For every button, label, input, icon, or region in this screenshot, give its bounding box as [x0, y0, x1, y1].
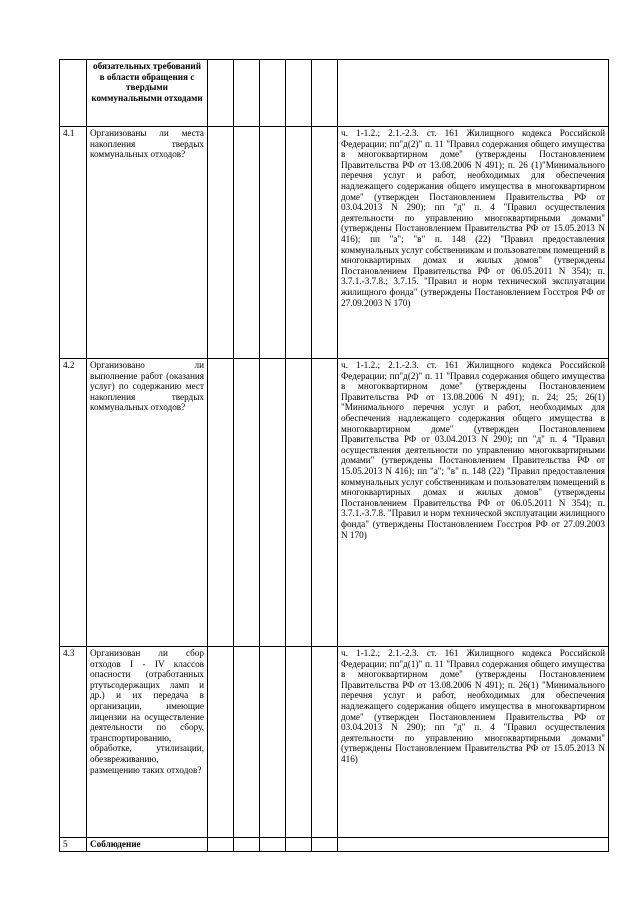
legal-reference: ч. 1-1.2.; 2.1.-2.3. ст. 161 Жилищного кодекса Российской Федерации; пп"д(2)" п. 11 "Правил содержания общего имущества в многоквартирном доме" (утверждены Постановлением Правительства РФ от 13.08.2006 N 491); п. 26 (1)"Минимального перечня услуг и работ, необходимых для обеспечения надлежащего содержания общего имущества в многоквартирном доме" (утвержден Постановлением Правительства РФ от 03.04.2013 N 290); пп "д" п. 4 "Правил осуществления деятельности по управлению многоквартирными домами" (утверждены Постановлением Правительства РФ от 15.05.2013 N 416); пп "а"; "в" п. 148 (22) "Правил предоставления коммунальных услуг собственникам и пользователям помещений в многоквартирных домах и жилых домов" (утверждены Постановлением Правительства РФ от 06.05.2011 N 354); п. 3.7.1.-3.7.8.; 3.7.15. "Правил и норм технической эксплуатации жилищного фонда" (утверждены Постановлением Госстроя РФ от 27.09.2003 N 170)	[338, 127, 609, 359]
answer-cell	[234, 838, 260, 852]
answer-cell	[260, 647, 286, 838]
table-row	[60, 838, 609, 852]
legal-reference: ч. 1-1.2.; 2.1.-2.3. ст. 161 Жилищного кодекса Российской Федерации; пп"д(1)" п. 11 "Правил содержания общего имущества в многоквартирном доме" (утверждены Постановлением Правительства РФ от 13.08.2006 N 491); п. 26(1) "Минимального перечня услуг и работ, необходимых для обеспечения надлежащего содержания общего имущества в многоквартирном доме" (утвержден Постановлением Правительства РФ от 03.04.2013 N 290); пп "д" п. 4 "Правил осуществления деятельности по управлению многоквартирными домами" (утверждены Постановлением Правительства РФ от 15.05.2013 N 416)	[338, 647, 609, 838]
answer-cell	[312, 127, 338, 359]
row-number: 4.3	[60, 647, 87, 838]
legal-reference	[338, 60, 609, 127]
answer-cell	[208, 359, 234, 647]
row-number: 4.2	[60, 359, 87, 647]
table-row	[60, 647, 609, 838]
answer-cell	[286, 838, 312, 852]
section-title: Соблюдение	[87, 838, 208, 852]
answer-cell	[234, 60, 260, 127]
row-number: 5	[60, 838, 87, 852]
answer-cell	[234, 359, 260, 647]
answer-cell	[234, 647, 260, 838]
answer-cell	[286, 359, 312, 647]
answer-cell	[260, 60, 286, 127]
answer-cell	[260, 127, 286, 359]
requirement-question: обязательных требований в области обращения с твердыми коммунальными отходами	[87, 60, 208, 127]
answer-cell	[208, 838, 234, 852]
answer-cell	[312, 838, 338, 852]
answer-cell	[260, 359, 286, 647]
answer-cell	[234, 127, 260, 359]
legal-reference	[338, 838, 609, 852]
row-number	[60, 60, 87, 127]
answer-cell	[312, 647, 338, 838]
answer-cell	[208, 127, 234, 359]
answer-cell	[260, 838, 286, 852]
answer-cell	[312, 359, 338, 647]
legal-reference: ч. 1-1.2.; 2.1.-2.3. ст. 161 Жилищного кодекса Российской Федерации; пп"д(2)" п. 11 "Правил содержания общего имущества в многоквартирном доме" (утверждены Постановлением Правительства РФ от 13.08.2006 N 491); п. 24; 25; 26(1) "Минимального перечня услуг и работ, необходимых для обеспечения надлежащего содержания общего имущества в многоквартирном доме" (утвержден Постановлением Правительства РФ от 03.04.2013 N 290); пп "д" п. 4 "Правил осуществления деятельности по управлению многоквартирными домами" (утверждены Постановлением Правительства РФ от 15.05.2013 N 416); пп "а"; "в" п. 148 (22) "Правил предоставления коммунальных услуг собственникам и пользователям помещений в многоквартирных домах и жилых домов" (утверждены Постановлением Правительства РФ от 06.05.2011 N 354); п. 3.7.1.-3.7.8. "Правил и норм технической эксплуатации жилищного фонда" (утверждены Постановлением Госстроя РФ от 27.09.2003 N 170)	[338, 359, 609, 647]
requirement-question: Организовано ли выполнение работ (оказания услуг) по содержанию мест накопления твердых коммунальных отходов?	[87, 359, 208, 647]
row-number: 4.1	[60, 127, 87, 359]
answer-cell	[286, 647, 312, 838]
table-row	[60, 127, 609, 359]
answer-cell	[208, 647, 234, 838]
table-row	[60, 359, 609, 647]
answer-cell	[286, 127, 312, 359]
table-row	[60, 60, 609, 127]
answer-cell	[208, 60, 234, 127]
answer-cell	[312, 60, 338, 127]
answer-cell	[286, 60, 312, 127]
requirement-question: Организованы ли места накопления твердых коммунальных отходов?	[87, 127, 208, 359]
requirements-table	[59, 59, 609, 852]
requirement-question: Организован ли сбор отходов I - IV классов опасности (отработанных ртутьсодержащих ламп и др.) и их передача в организации, имеющие лицензии на осуществление деятельности по сбору, транспортированию, обработке, утилизации, обезвреживанию, размещению таких отходов?	[87, 647, 208, 838]
